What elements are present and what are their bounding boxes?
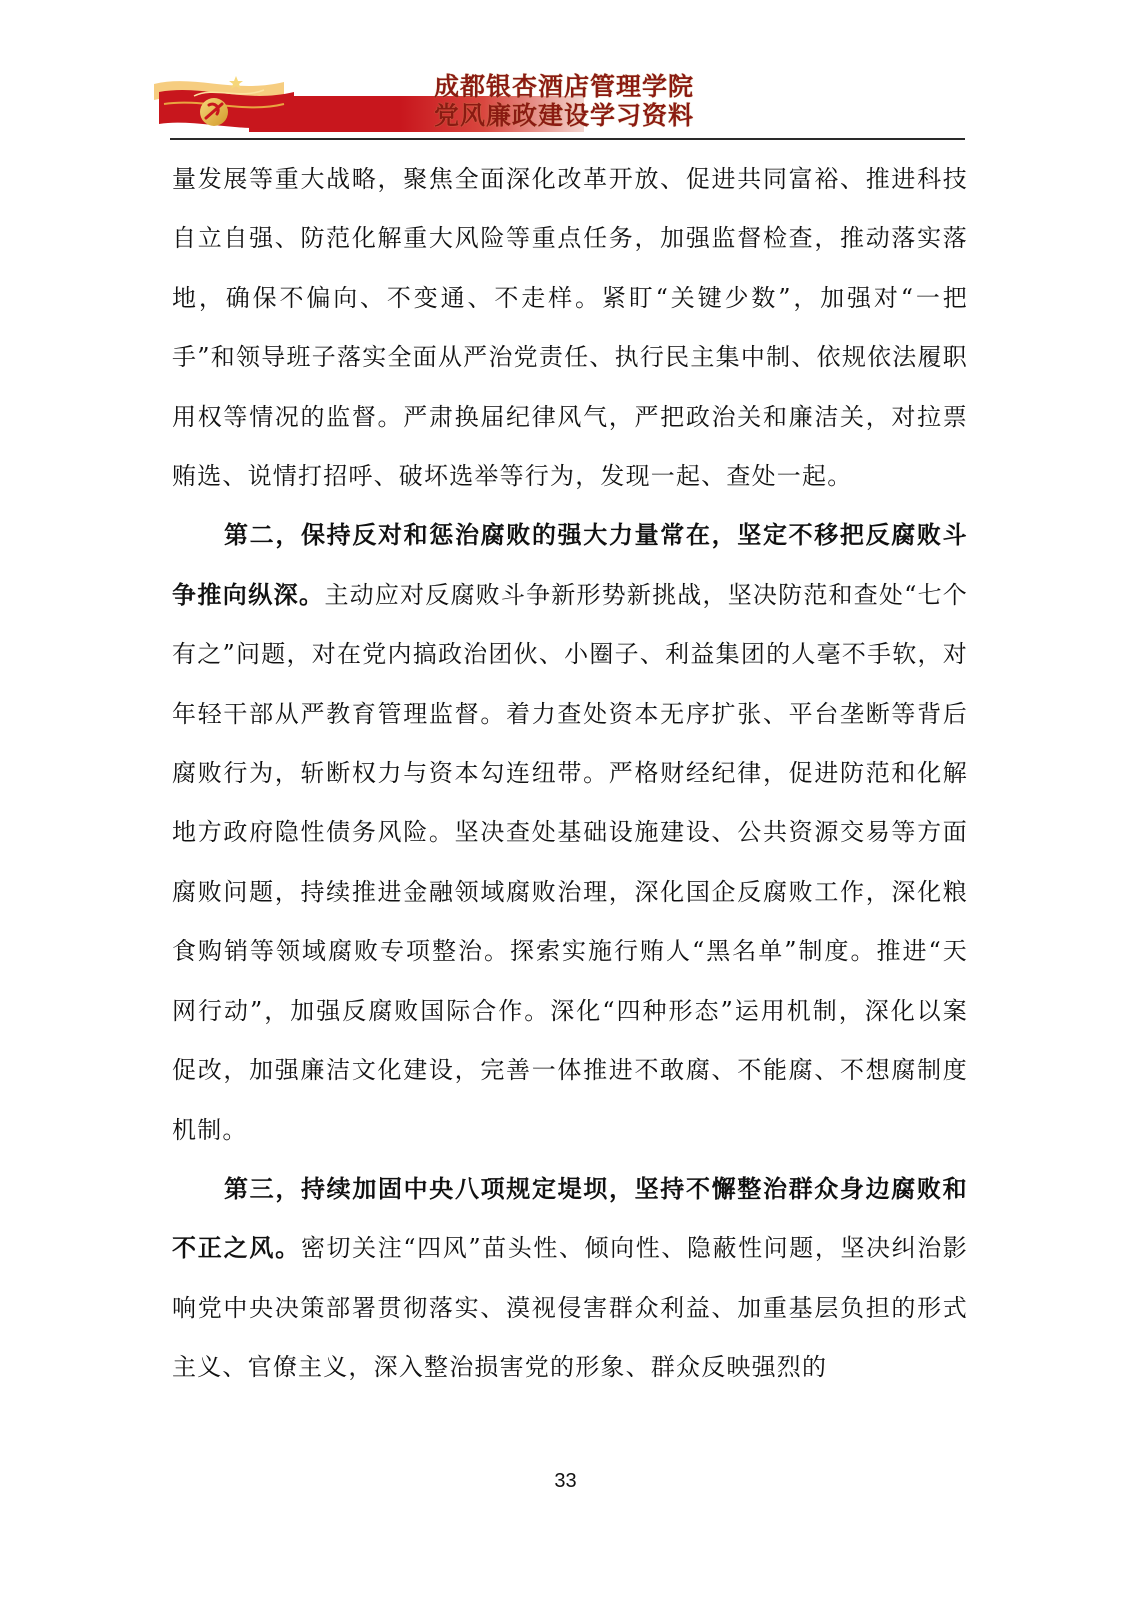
header-title-line-2: 党风廉政建设学习资料 xyxy=(434,101,695,130)
paragraph-1 xyxy=(172,150,968,506)
paragraph-1-text: 量发展等重大战略，聚焦全面深化改革开放、促进共同富裕、推进科技自立自强、防范化解重大风险等重点任务，加强监督检查，推动落实落地，确保不偏向、不变通、不走样。紧盯“关键少数”，加强对“一把手”和领导班子落实全面从严治党责任、执行民主集中制、依规依法履职用权等情况的监督。严肃换届纪律风气，严把政治关和廉洁关，对拉票贿选、说情打招呼、破坏选举等行为，发现一起、查处一起。 xyxy=(172,165,968,491)
paragraph-2-text: 主动应对反腐败斗争新形势新挑战，坚决防范和查处“七个有之”问题，对在党内搞政治团伙、小圈子、利益集团的人毫不手软，对年轻干部从严教育管理监督。着力查处资本无序扩张、平台垄断等背后腐败行为，斩断权力与资本勾连纽带。严格财经纪律，促进防范和化解地方政府隐性债务风险。坚决查处基础设施建设、公共资源交易等方面腐败问题，持续推进金融领域腐败治理，深化国企反腐败工作，深化粮食购销等领域腐败专项整治。探索实施行贿人“黑名单”制度。推进“天网行动”，加强反腐败国际合作。深化“四种形态”运用机制，深化以案促改，加强廉洁文化建设，完善一体推进不敢腐、不能腐、不想腐制度机制。 xyxy=(172,580,969,1144)
paragraph-3-heading: 第三，持续加固中央八项规定堤坝，坚持不懈整治群众身边腐败和不正之风。 xyxy=(172,1174,968,1263)
paragraph-3 xyxy=(172,1160,968,1398)
page-header xyxy=(170,64,965,142)
page-number: 33 xyxy=(554,1470,577,1492)
paragraph-2 xyxy=(172,506,968,1159)
paragraph-3-text: 密切关注“四风”苗头性、倾向性、隐蔽性问题，坚决纠治影响党中央决策部署贯彻落实、漠视侵害群众利益、加重基层负担的形式主义、官僚主义，深入整治损害党的形象、群众反映强烈的 xyxy=(172,1234,969,1382)
header-divider xyxy=(170,138,965,140)
paragraph-2-heading: 第二，保持反对和惩治腐败的强大力量常在，坚定不移把反腐败斗争推向纵深。 xyxy=(172,521,968,609)
header-title xyxy=(434,72,794,130)
header-title-line-1: 成都银杏酒店管理学院 xyxy=(434,72,695,101)
document-body xyxy=(172,150,968,1398)
